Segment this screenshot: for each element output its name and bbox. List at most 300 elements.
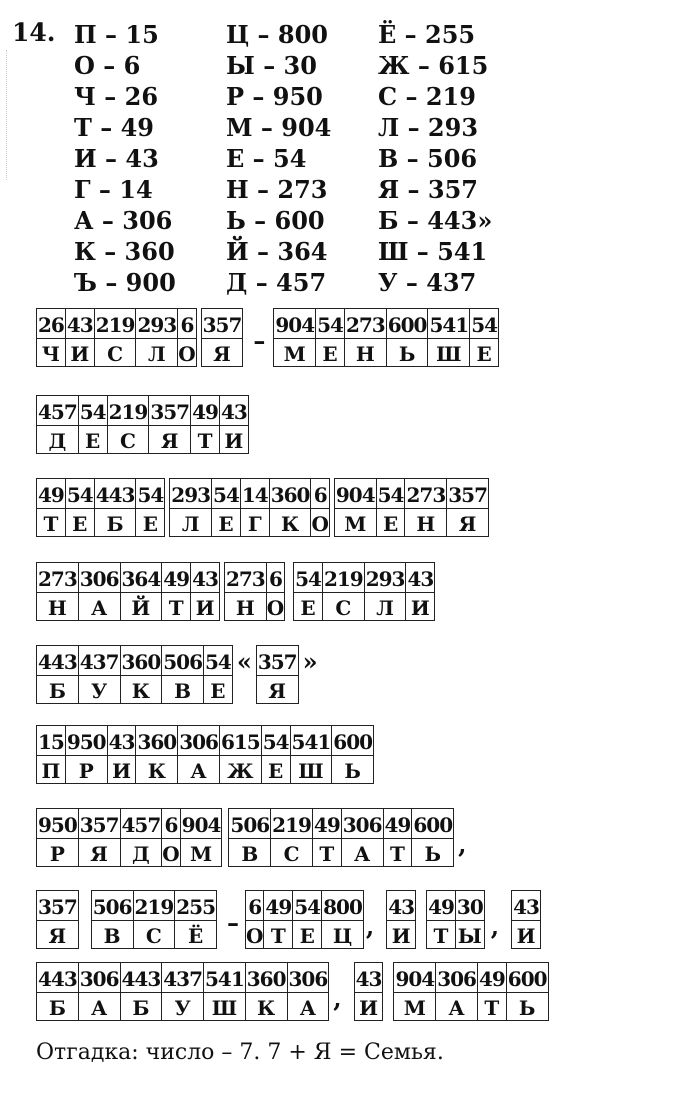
decoded-letter: С [323,593,364,621]
puzzle-row [36,645,320,704]
cipher-cell [201,308,244,367]
decoded-letter: Т [191,426,219,454]
cipher-number: 54 [470,308,498,339]
decoded-letter: И [512,921,540,949]
word-box [386,890,416,949]
cipher-cell [162,562,191,621]
cipher-number: 541 [204,962,245,993]
cipher-cell [66,308,95,367]
cipher-number: 306 [436,962,477,993]
puzzle-row [36,562,435,621]
cipher-cell [36,478,66,537]
cipher-number: 54 [377,478,405,509]
cipher-cell [36,562,79,621]
word-box [273,308,499,367]
decoded-letter: Ш [204,993,245,1021]
cipher-number: 443 [37,645,78,676]
cipher-cell [262,725,291,784]
cipher-number: 43 [406,562,434,593]
cipher-cell [316,308,345,367]
key-entry: Й – 364 [226,237,328,266]
cipher-number: 506 [229,808,270,839]
cipher-cell [393,962,436,1021]
cipher-number: 43 [108,725,136,756]
cipher-number: 437 [79,645,120,676]
cipher-number: 306 [79,562,120,593]
decoded-letter: Т [162,593,190,621]
decoded-letter: Б [37,676,78,704]
cipher-cell [271,808,313,867]
decoded-letter: А [178,756,219,784]
cipher-cell [136,308,178,367]
decoded-letter: Е [136,509,164,537]
decoded-letter: И [220,426,248,454]
cipher-number: 357 [447,478,488,509]
decoded-letter: Ь [412,839,453,867]
decoded-letter: О [178,339,195,367]
decoded-letter: Я [79,839,120,867]
key-entry: Ъ – 900 [74,268,176,297]
cipher-number: 273 [405,478,446,509]
cipher-cell [79,395,108,454]
cipher-cell [456,890,485,949]
cipher-number: 600 [332,725,373,756]
cipher-number: 360 [270,478,311,509]
word-box [36,725,374,784]
decoded-letter: Е [293,921,321,949]
cipher-number: 49 [37,478,65,509]
cipher-cell [79,962,121,1021]
decoded-letter: Л [170,509,211,537]
decoded-letter: Ж [220,756,261,784]
cipher-number: 219 [95,308,136,339]
cipher-cell [95,478,137,537]
cipher-cell [270,478,312,537]
cipher-cell [178,725,220,784]
punctuation-mark: , [490,912,500,941]
decoded-letter: Ы [456,921,484,949]
cipher-number: 273 [225,562,266,593]
puzzle-row [36,890,541,949]
cipher-number: 357 [202,308,243,339]
key-entry: Ч – 26 [74,82,159,111]
cipher-cell [436,962,478,1021]
key-entry: Ш – 541 [378,237,488,266]
decoded-letter: И [406,593,434,621]
decoded-letter: И [108,756,136,784]
word-box [36,478,165,537]
cipher-number: 306 [342,808,383,839]
key-column-3 [378,19,492,298]
decoded-letter: Б [121,993,162,1021]
cipher-number: 26 [37,308,65,339]
word-box [36,562,220,621]
cipher-number: 541 [428,308,469,339]
decoded-letter: С [271,839,312,867]
decoded-letter: Ь [387,339,428,367]
cipher-cell [428,308,470,367]
cipher-cell [191,562,220,621]
key-entry: Ц – 800 [226,20,328,49]
punctuation-mark: , [333,984,342,1013]
cipher-number: 364 [121,562,162,593]
key-entry: Ж – 615 [378,51,489,80]
key-entry: С – 219 [378,82,476,111]
decoded-letter: Ш [291,756,332,784]
cipher-number: 600 [412,808,453,839]
cipher-cell [136,478,165,537]
cipher-number: 49 [384,808,412,839]
cipher-number: 219 [271,808,312,839]
decoded-letter: Д [37,426,78,454]
decoded-letter: Т [264,921,292,949]
cipher-number: 443 [121,962,162,993]
word-box [426,890,485,949]
cipher-number: 293 [170,478,211,509]
decoded-letter: Т [478,993,506,1021]
decoded-letter: Б [95,509,136,537]
decoded-letter: Е [470,339,498,367]
key-entry: Н – 273 [226,175,328,204]
cipher-number: 14 [241,478,269,509]
word-box [36,808,222,867]
cipher-cell [470,308,499,367]
decoded-letter: А [79,993,120,1021]
cipher-number: 273 [345,308,386,339]
cipher-cell [507,962,549,1021]
key-entry: Ё – 255 [378,20,476,49]
word-box [293,562,435,621]
cipher-number: 600 [507,962,548,993]
key-entry: П – 15 [74,20,159,49]
decoded-letter: Р [66,756,107,784]
word-box [224,562,285,621]
key-entry: А – 306 [74,206,173,235]
cipher-cell [79,808,121,867]
cipher-number: 615 [220,725,261,756]
cipher-number: 15 [37,725,65,756]
word-box [354,962,384,1021]
cipher-cell [162,645,204,704]
decoded-letter: М [335,509,376,537]
decoded-letter: Е [262,756,290,784]
cipher-cell [264,890,293,949]
word-box [36,890,79,949]
cipher-cell [36,308,66,367]
key-entry: У – 437 [378,268,477,297]
word-box [169,478,330,537]
cipher-cell [345,308,387,367]
decoded-letter: Т [427,921,455,949]
cipher-cell [267,562,285,621]
decoded-letter: П [37,756,65,784]
cipher-cell [387,308,429,367]
cipher-cell [322,890,364,949]
key-entry: К – 360 [74,237,175,266]
key-column-2 [226,19,331,298]
cipher-number: 457 [121,808,162,839]
cipher-cell [204,962,246,1021]
cipher-number: 357 [37,890,78,921]
cipher-number: 443 [95,478,136,509]
decoded-letter: Я [257,676,298,704]
punctuation-mark: » [302,647,318,676]
cipher-cell [79,645,121,704]
cipher-cell [95,308,137,367]
cipher-number: 49 [162,562,190,593]
key-entry: Д – 457 [226,268,327,297]
cipher-cell [149,395,191,454]
cipher-cell [178,308,196,367]
decoded-letter: Я [447,509,488,537]
cipher-number: 357 [257,645,298,676]
key-entry: Ь – 600 [226,206,325,235]
decoded-letter: К [270,509,311,537]
key-column-1 [74,19,176,298]
cipher-cell [66,478,95,537]
decoded-letter: Ь [332,756,373,784]
word-box [393,962,548,1021]
margin-line [6,50,7,180]
cipher-cell [36,645,79,704]
cipher-cell [386,890,416,949]
key-entry: И – 43 [74,144,159,173]
decoded-letter: Л [136,339,177,367]
cipher-cell [332,725,374,784]
cipher-number: 219 [134,890,175,921]
cipher-cell [511,890,541,949]
cipher-number: 904 [274,308,315,339]
cipher-number: 255 [175,890,216,921]
cipher-cell [121,808,163,867]
cipher-cell [311,478,329,537]
decoded-letter: Ё [175,921,216,949]
decoded-letter: И [191,593,219,621]
decoded-letter: С [95,339,136,367]
decoded-letter: Ь [507,993,548,1021]
key-entry: Г – 14 [74,175,153,204]
cipher-cell [191,395,220,454]
cipher-cell [136,725,178,784]
decoded-letter: Т [384,839,412,867]
cipher-cell [220,395,249,454]
cipher-cell [121,645,163,704]
puzzle-row [36,308,499,367]
cipher-number: 6 [267,562,284,593]
cipher-number: 6 [178,308,195,339]
decoded-letter: Д [121,839,162,867]
cipher-number: 54 [204,645,232,676]
cipher-cell [66,725,108,784]
decoded-letter: Я [37,921,78,949]
cipher-cell [412,808,454,867]
cipher-cell [406,562,435,621]
cipher-cell [91,890,134,949]
cipher-number: 541 [291,725,332,756]
decoded-letter: М [394,993,435,1021]
decoded-letter: О [246,921,263,949]
decoded-letter: М [181,839,222,867]
cipher-cell [241,478,270,537]
cipher-cell [212,478,241,537]
word-box [201,308,244,367]
cipher-cell [377,478,406,537]
punctuation-mark: , [458,830,467,859]
decoded-letter: С [134,921,175,949]
decoded-letter: А [288,993,329,1021]
cipher-number: 360 [121,645,162,676]
cipher-number: 30 [456,890,484,921]
cipher-cell [293,890,322,949]
decoded-letter: Е [212,509,240,537]
cipher-cell [36,808,79,867]
cipher-cell [447,478,489,537]
cipher-number: 293 [136,308,177,339]
cipher-cell [204,645,233,704]
answer-text: Отгадка: число – 7. 7 + Я = Семья. [36,1040,444,1065]
cipher-cell [334,478,377,537]
cipher-cell [175,890,217,949]
decoded-letter: Н [345,339,386,367]
decoded-letter: В [92,921,133,949]
word-box [256,645,299,704]
cipher-number: 600 [387,308,428,339]
decoded-letter: Б [37,993,78,1021]
cipher-cell [273,308,316,367]
cipher-number: 54 [66,478,94,509]
decoded-letter: В [162,676,203,704]
cipher-number: 219 [323,562,364,593]
decoded-letter: Т [37,509,65,537]
word-box [228,808,454,867]
punctuation-mark: – [227,908,239,937]
decoded-letter: Л [365,593,406,621]
cipher-cell [354,962,384,1021]
word-box [511,890,541,949]
cipher-cell [79,562,121,621]
word-box [36,645,233,704]
cipher-number: 360 [246,962,287,993]
decoded-letter: Я [149,426,190,454]
cipher-number: 306 [178,725,219,756]
cipher-number: 357 [79,808,120,839]
decoded-letter: Г [241,509,269,537]
decoded-letter: И [66,339,94,367]
cipher-number: 43 [387,890,415,921]
key-entry: Л – 293 [378,113,479,142]
cipher-cell [36,395,79,454]
cipher-number: 306 [79,962,120,993]
cipher-cell [220,725,262,784]
decoded-letter: Е [79,426,107,454]
cipher-cell [478,962,507,1021]
cipher-cell [405,478,447,537]
cipher-number: 54 [294,562,322,593]
cipher-number: 54 [293,890,321,921]
word-box [334,478,489,537]
cipher-number: 54 [262,725,290,756]
punctuation-mark: – [253,326,266,355]
key-entry: Б – 443» [378,206,493,235]
decoded-letter: Е [316,339,344,367]
cipher-number: 457 [37,395,78,426]
cipher-number: 904 [335,478,376,509]
cipher-number: 357 [149,395,190,426]
decoded-letter: Й [121,593,162,621]
key-entry: В – 506 [378,144,478,173]
cipher-cell [384,808,413,867]
cipher-number: 800 [322,890,363,921]
cipher-number: 49 [191,395,219,426]
decoded-letter: Н [225,593,266,621]
key-entry: Т – 49 [74,113,154,142]
key-entry: Р – 950 [226,82,323,111]
decoded-letter: Ч [37,339,65,367]
decoded-letter: Р [37,839,78,867]
key-entry: О – 6 [74,51,141,80]
cipher-number: 54 [79,395,107,426]
cipher-number: 43 [512,890,540,921]
decoded-letter: Е [66,509,94,537]
cipher-cell [228,808,271,867]
decoded-letter: В [229,839,270,867]
decoded-letter: А [436,993,477,1021]
word-box [36,395,249,454]
cipher-number: 43 [220,395,248,426]
cipher-number: 306 [288,962,329,993]
decoded-letter: У [79,676,120,704]
cipher-number: 6 [246,890,263,921]
cipher-number: 6 [311,478,328,509]
cipher-number: 43 [66,308,94,339]
cipher-number: 506 [92,890,133,921]
cipher-number: 54 [136,478,164,509]
puzzle-row [36,962,549,1021]
decoded-letter: С [108,426,149,454]
cipher-number: 49 [478,962,506,993]
cipher-cell [256,645,299,704]
task-number: 14. [12,18,56,47]
cipher-number: 54 [212,478,240,509]
cipher-cell [245,890,264,949]
cipher-cell [36,725,66,784]
cipher-number: 506 [162,645,203,676]
word-box [36,308,197,367]
decoded-letter: Я [202,339,243,367]
cipher-cell [162,962,204,1021]
cipher-cell [323,562,365,621]
cipher-number: 43 [191,562,219,593]
cipher-cell [365,562,407,621]
key-entry: М – 904 [226,113,332,142]
cipher-number: 43 [355,962,383,993]
cipher-number: 360 [136,725,177,756]
cipher-number: 49 [313,808,341,839]
cipher-cell [313,808,342,867]
word-box [245,890,364,949]
key-entry: Е – 54 [226,144,307,173]
cipher-cell [108,725,137,784]
decoded-letter: Е [377,509,405,537]
cipher-cell [293,562,323,621]
cipher-number: 293 [365,562,406,593]
word-box [91,890,217,949]
decoded-letter: Ц [322,921,363,949]
cipher-cell [162,808,180,867]
puzzle-row [36,478,489,537]
cipher-cell [36,962,79,1021]
key-entry: Я – 357 [378,175,478,204]
